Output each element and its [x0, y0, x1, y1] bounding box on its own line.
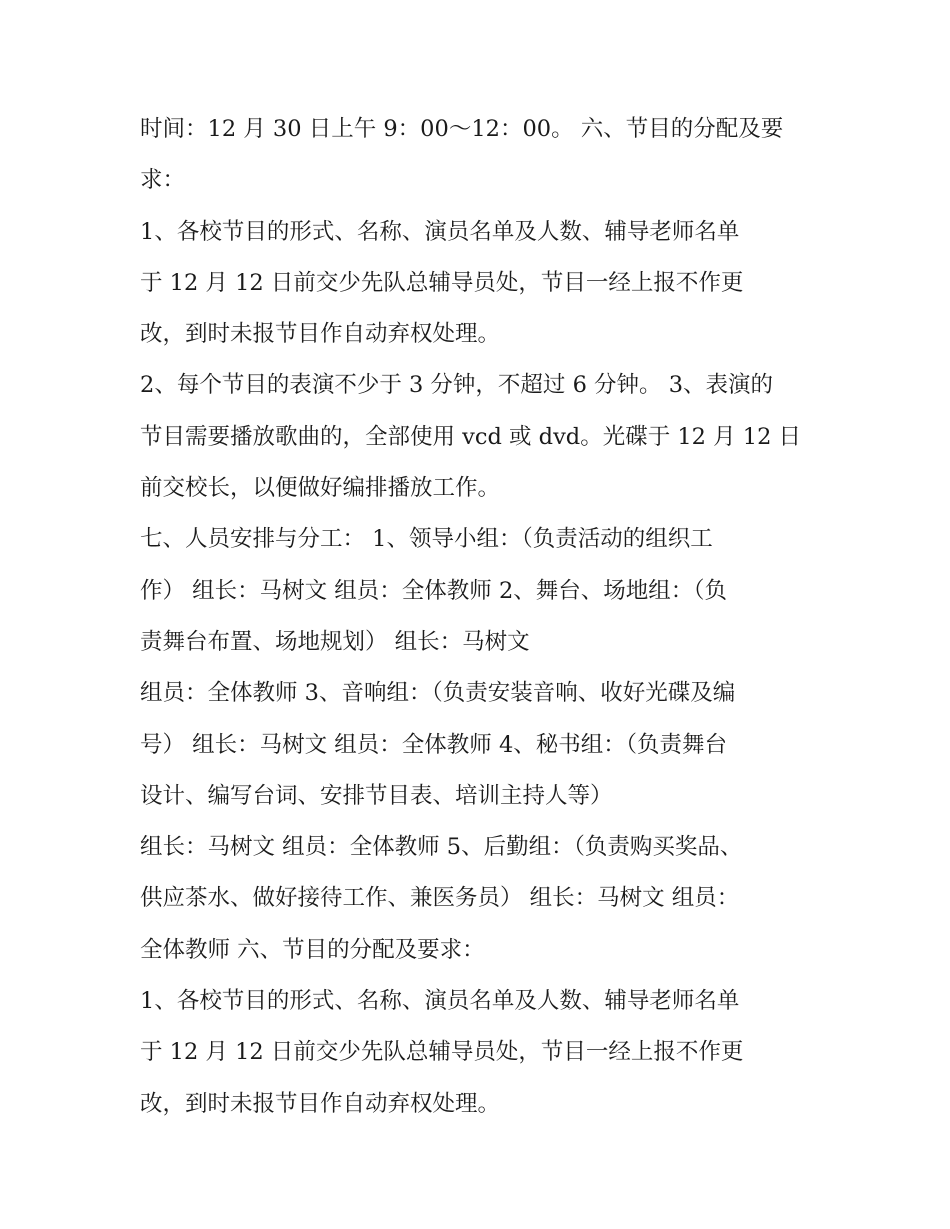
text-line: 于 12 月 12 日前交少先队总辅导员处，节目一经上报不作更 [140, 269, 744, 296]
text-line: 组长：马树文 组员：全体教师 5、后勤组：（负责购买奖品、 [140, 834, 743, 861]
text-line: 时间：12 月 30 日上午 9：00～12：00。 六、节目的分配及要 [140, 116, 784, 142]
text-line: 七、人员安排与分工： 1、领导小组：（负责活动的组织工 [140, 526, 713, 553]
text-line: 设计、编写台词、安排节目表、培训主持人等） [140, 782, 613, 809]
text-line: 作） 组长：马树文 组员：全体教师 2、舞台、场地组：（负 [140, 577, 728, 604]
text-line: 改，到时未报节目作自动弃权处理。 [140, 1090, 501, 1117]
text-line: 前交校长，以便做好编排播放工作。 [140, 475, 501, 502]
text-line: 号） 组长：马树文 组员：全体教师 4、秘书组：（负责舞台 [140, 731, 728, 758]
text-line: 组员：全体教师 3、音响组：（负责安装音响、收好光碟及编 [140, 680, 736, 707]
text-line: 1、各校节目的形式、名称、演员名单及人数、辅导老师名单 [140, 218, 740, 245]
text-line: 责舞台布置、场地规划） 组长：马树文 [140, 628, 530, 655]
text-line: 节目需要播放歌曲的，全部使用 vcd 或 dvd。光碟于 12 月 12 日 [140, 423, 802, 450]
text-line: 供应茶水、做好接待工作、兼医务员） 组长：马树文 组员： [140, 885, 740, 912]
text-line: 全体教师 六、节目的分配及要求： [140, 936, 485, 963]
text-line: 改，到时未报节目作自动弃权处理。 [140, 321, 501, 348]
text-line: 2、每个节目的表演不少于 3 分钟，不超过 6 分钟。 3、表演的 [140, 372, 774, 399]
document-body [140, 104, 820, 1130]
text-line: 求： [140, 167, 186, 194]
text-line: 于 12 月 12 日前交少先队总辅导员处，节目一经上报不作更 [140, 1039, 744, 1066]
text-line: 1、各校节目的形式、名称、演员名单及人数、辅导老师名单 [140, 988, 740, 1015]
